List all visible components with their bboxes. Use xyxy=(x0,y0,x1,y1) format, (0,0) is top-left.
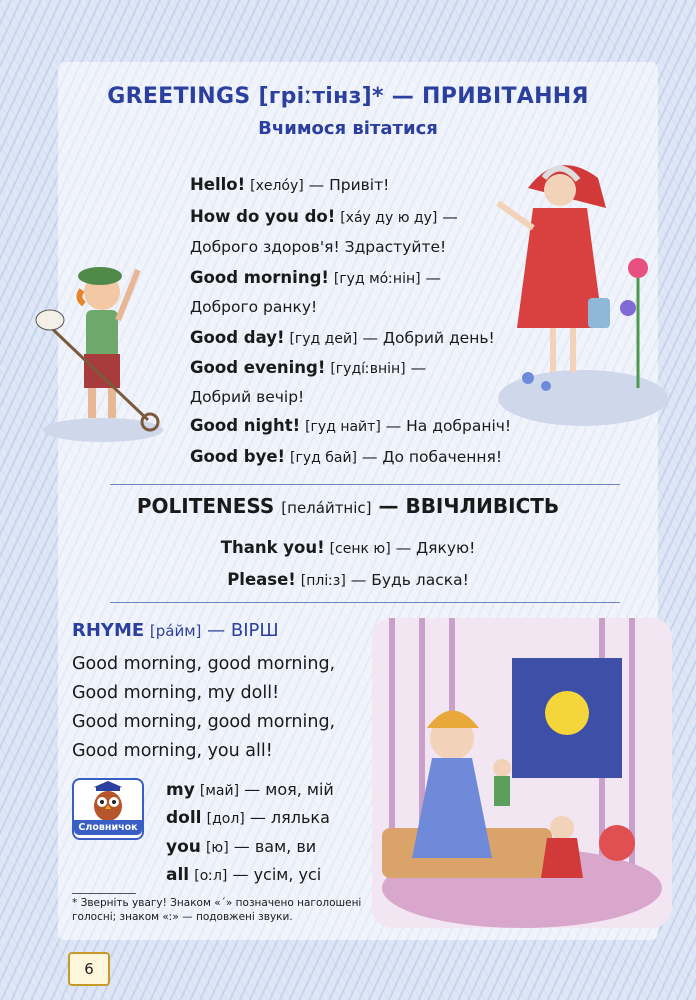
greetings-subtitle: Вчимося вітатися xyxy=(258,118,438,139)
divider xyxy=(110,484,620,485)
greeting-translation: — xyxy=(425,269,442,287)
greeting-en: How do you do! xyxy=(190,207,336,226)
greeting-transcription: [хáу ду ю ду] xyxy=(340,210,438,226)
politeness-ua: — Будь ласка! xyxy=(350,571,469,589)
greeting-translation: — xyxy=(410,359,427,377)
greeting-en: Hello! xyxy=(190,175,246,194)
rhyme-verse: Good morning, good morning, xyxy=(72,654,336,674)
vocabulary-transcription: [дол] xyxy=(206,811,245,827)
greeting-line xyxy=(190,447,502,466)
greeting-line xyxy=(190,388,304,406)
politeness-title-en: POLITENESS xyxy=(136,494,275,518)
politeness-ua: — Дякую! xyxy=(395,539,476,557)
vocabulary-translation: — моя, мій xyxy=(244,780,334,799)
divider xyxy=(110,602,620,603)
greeting-en: Good evening! xyxy=(190,358,326,377)
greeting-translation: — До побачення! xyxy=(361,448,503,466)
politeness-line-2 xyxy=(0,570,696,589)
politeness-line-1 xyxy=(0,538,696,557)
page-number: 6 xyxy=(68,952,110,986)
greeting-line xyxy=(190,207,458,226)
greeting-transcription: [гуд мóːнін] xyxy=(333,271,421,287)
greeting-translation: Добрий вечір! xyxy=(190,388,305,406)
rhyme-verse: Good morning, good morning, xyxy=(72,712,336,732)
politeness-en: Please! xyxy=(227,570,296,589)
greetings-title: GREETINGS [гріːтінз]* — ПРИВІТАННЯ xyxy=(107,84,589,109)
girl-with-watering-can-illustration xyxy=(488,148,678,438)
greeting-line xyxy=(190,298,317,316)
vocabulary-en: my xyxy=(166,780,195,800)
girl-with-dolls-illustration xyxy=(372,618,672,928)
greeting-translation: — На добраніч! xyxy=(385,417,512,435)
vocabulary-transcription: [ю] xyxy=(205,840,229,856)
vocabulary-item xyxy=(166,780,334,800)
vocabulary-badge-label: Словничок xyxy=(74,820,142,835)
rhyme-title-ua: — ВІРШ xyxy=(207,620,279,641)
greeting-translation: — xyxy=(442,208,458,226)
greeting-translation: — Привіт! xyxy=(308,176,390,194)
greeting-transcription: [гуд дей] xyxy=(289,331,358,347)
vocabulary-item xyxy=(166,837,316,857)
greeting-translation: — Добрий день! xyxy=(362,329,495,347)
greeting-line xyxy=(190,358,426,377)
vocabulary-en: you xyxy=(166,837,201,857)
greeting-en: Good night! xyxy=(190,416,301,435)
vocabulary-badge xyxy=(72,778,144,840)
vocabulary-translation: — вам, ви xyxy=(233,837,317,856)
rhyme-verse: Good morning, my doll! xyxy=(72,683,280,703)
rhyme-title xyxy=(72,620,279,641)
greeting-translation: Доброго здоров'я! Здрастуйте! xyxy=(190,238,447,256)
politeness-title-ua: — ВВІЧЛИВІСТЬ xyxy=(378,494,560,518)
owl-icon xyxy=(74,780,142,824)
politeness-title xyxy=(0,494,696,518)
boy-with-hobby-horse-illustration xyxy=(28,250,178,450)
greeting-en: Good bye! xyxy=(190,447,286,466)
vocabulary-en: doll xyxy=(166,808,202,828)
politeness-tr: [сенк ю] xyxy=(329,541,391,557)
rhyme-verse: Good morning, you all! xyxy=(72,741,273,761)
greeting-line xyxy=(190,328,495,347)
footnote: * Зверніть увагу! Знаком «´» позначено наголошені голосні; знаком «ː» — подовжені звуки. xyxy=(72,897,362,923)
vocabulary-item xyxy=(166,865,321,885)
vocabulary-transcription: [оːл] xyxy=(194,868,228,884)
greeting-line xyxy=(190,175,389,194)
rhyme-title-en: RHYME xyxy=(72,620,145,641)
vocabulary-transcription: [май] xyxy=(199,783,240,799)
greeting-transcription: [хелóу] xyxy=(250,178,304,194)
vocabulary-translation: — лялька xyxy=(249,808,330,827)
vocabulary-en: all xyxy=(166,865,190,885)
vocabulary-item xyxy=(166,808,330,828)
footnote-rule xyxy=(72,893,136,894)
greeting-line xyxy=(190,416,511,435)
greeting-transcription: [гудíːвнін] xyxy=(330,361,406,377)
politeness-tr: [пліːз] xyxy=(300,573,346,589)
greeting-line xyxy=(190,238,446,256)
politeness-en: Thank you! xyxy=(220,538,325,557)
rhyme-title-tr: [рáйм] xyxy=(149,622,202,640)
greeting-translation: Доброго ранку! xyxy=(190,298,318,316)
vocabulary-translation: — усім, усі xyxy=(232,865,322,884)
greeting-en: Good day! xyxy=(190,328,285,347)
politeness-title-tr: [пелáйтніс] xyxy=(281,499,372,517)
greeting-transcription: [гуд найт] xyxy=(305,419,381,435)
greeting-line xyxy=(190,268,441,287)
greeting-en: Good morning! xyxy=(190,268,329,287)
greeting-transcription: [гуд бай] xyxy=(290,450,358,466)
